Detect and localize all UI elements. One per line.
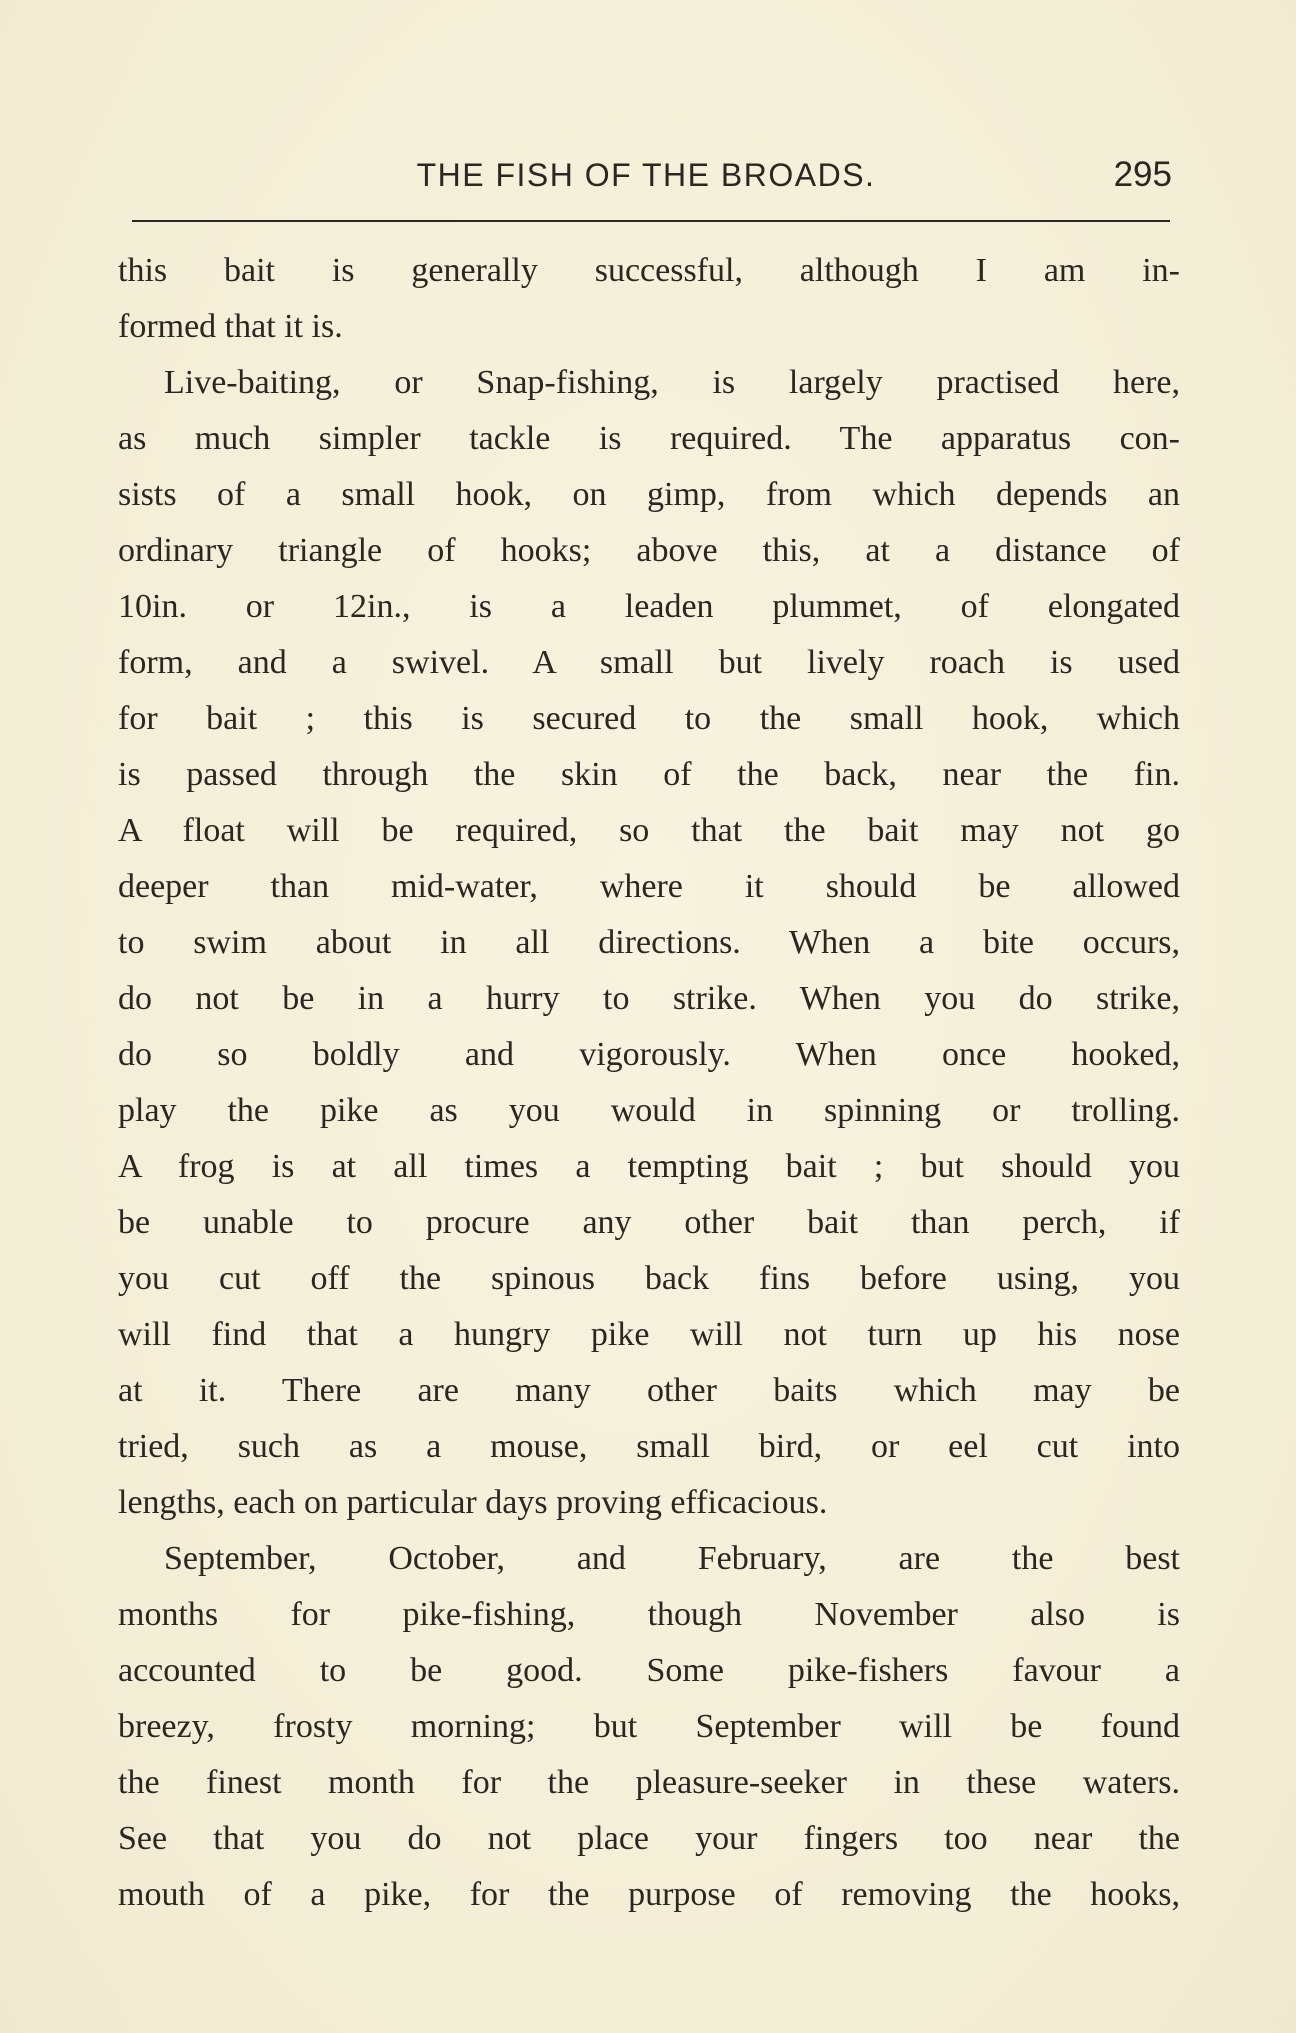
text-line: sists of a small hook, on gimp, from which depends an [118, 476, 1180, 513]
text-line: ordinary triangle of hooks; above this, at a distance of [118, 532, 1180, 569]
body-text [118, 243, 1180, 1923]
running-title: THE FISH OF THE BROADS. [416, 157, 876, 193]
text-line: the finest month for the pleasure-seeker in these waters. [118, 1764, 1180, 1801]
text-line: do so boldly and vigorously. When once hooked, [118, 1036, 1180, 1073]
text-line: A float will be required, so that the bait may not go [118, 812, 1180, 849]
text-line: 10in. or 12in., is a leaden plummet, of elongated [118, 588, 1180, 625]
header-rule [132, 220, 1170, 222]
text-line: do not be in a hurry to strike. When you do strike, [118, 980, 1180, 1017]
text-line: months for pike-fishing, though November also is [118, 1596, 1180, 1633]
text-line: will find that a hungry pike will not turn up his nose [118, 1316, 1180, 1353]
text-line: you cut off the spinous back fins before using, you [118, 1260, 1180, 1297]
text-line: at it. There are many other baits which may be [118, 1372, 1180, 1409]
page-number: 295 [1113, 155, 1172, 194]
running-head [120, 150, 1172, 200]
text-line: deeper than mid-water, where it should be allowed [118, 868, 1180, 905]
text-line: tried, such as a mouse, small bird, or eel cut into [118, 1428, 1180, 1465]
text-line: breezy, frosty morning; but September will be found [118, 1708, 1180, 1745]
text-line: as much simpler tackle is required. The apparatus con- [118, 420, 1180, 457]
text-line: mouth of a pike, for the purpose of removing the hooks, [118, 1876, 1180, 1913]
text-line: A frog is at all times a tempting bait ; but should you [118, 1148, 1180, 1185]
text-line: September, October, and February, are the best [164, 1540, 1180, 1577]
text-line: is passed through the skin of the back, near the fin. [118, 756, 1180, 793]
text-line: be unable to procure any other bait than perch, if [118, 1204, 1180, 1241]
text-line: play the pike as you would in spinning or trolling. [118, 1092, 1180, 1129]
text-line: lengths, each on particular days proving efficacious. [118, 1484, 828, 1521]
text-line: accounted to be good. Some pike-fishers favour a [118, 1652, 1180, 1689]
text-line: this bait is generally successful, although I am in- [118, 252, 1180, 289]
text-line: to swim about in all directions. When a bite occurs, [118, 924, 1180, 961]
text-line: formed that it is. [118, 308, 343, 345]
text-line: form, and a swivel. A small but lively roach is used [118, 644, 1180, 681]
text-line: for bait ; this is secured to the small hook, which [118, 700, 1180, 737]
text-line: See that you do not place your fingers too near the [118, 1820, 1180, 1857]
text-line: Live-baiting, or Snap-fishing, is largely practised here, [164, 364, 1180, 401]
